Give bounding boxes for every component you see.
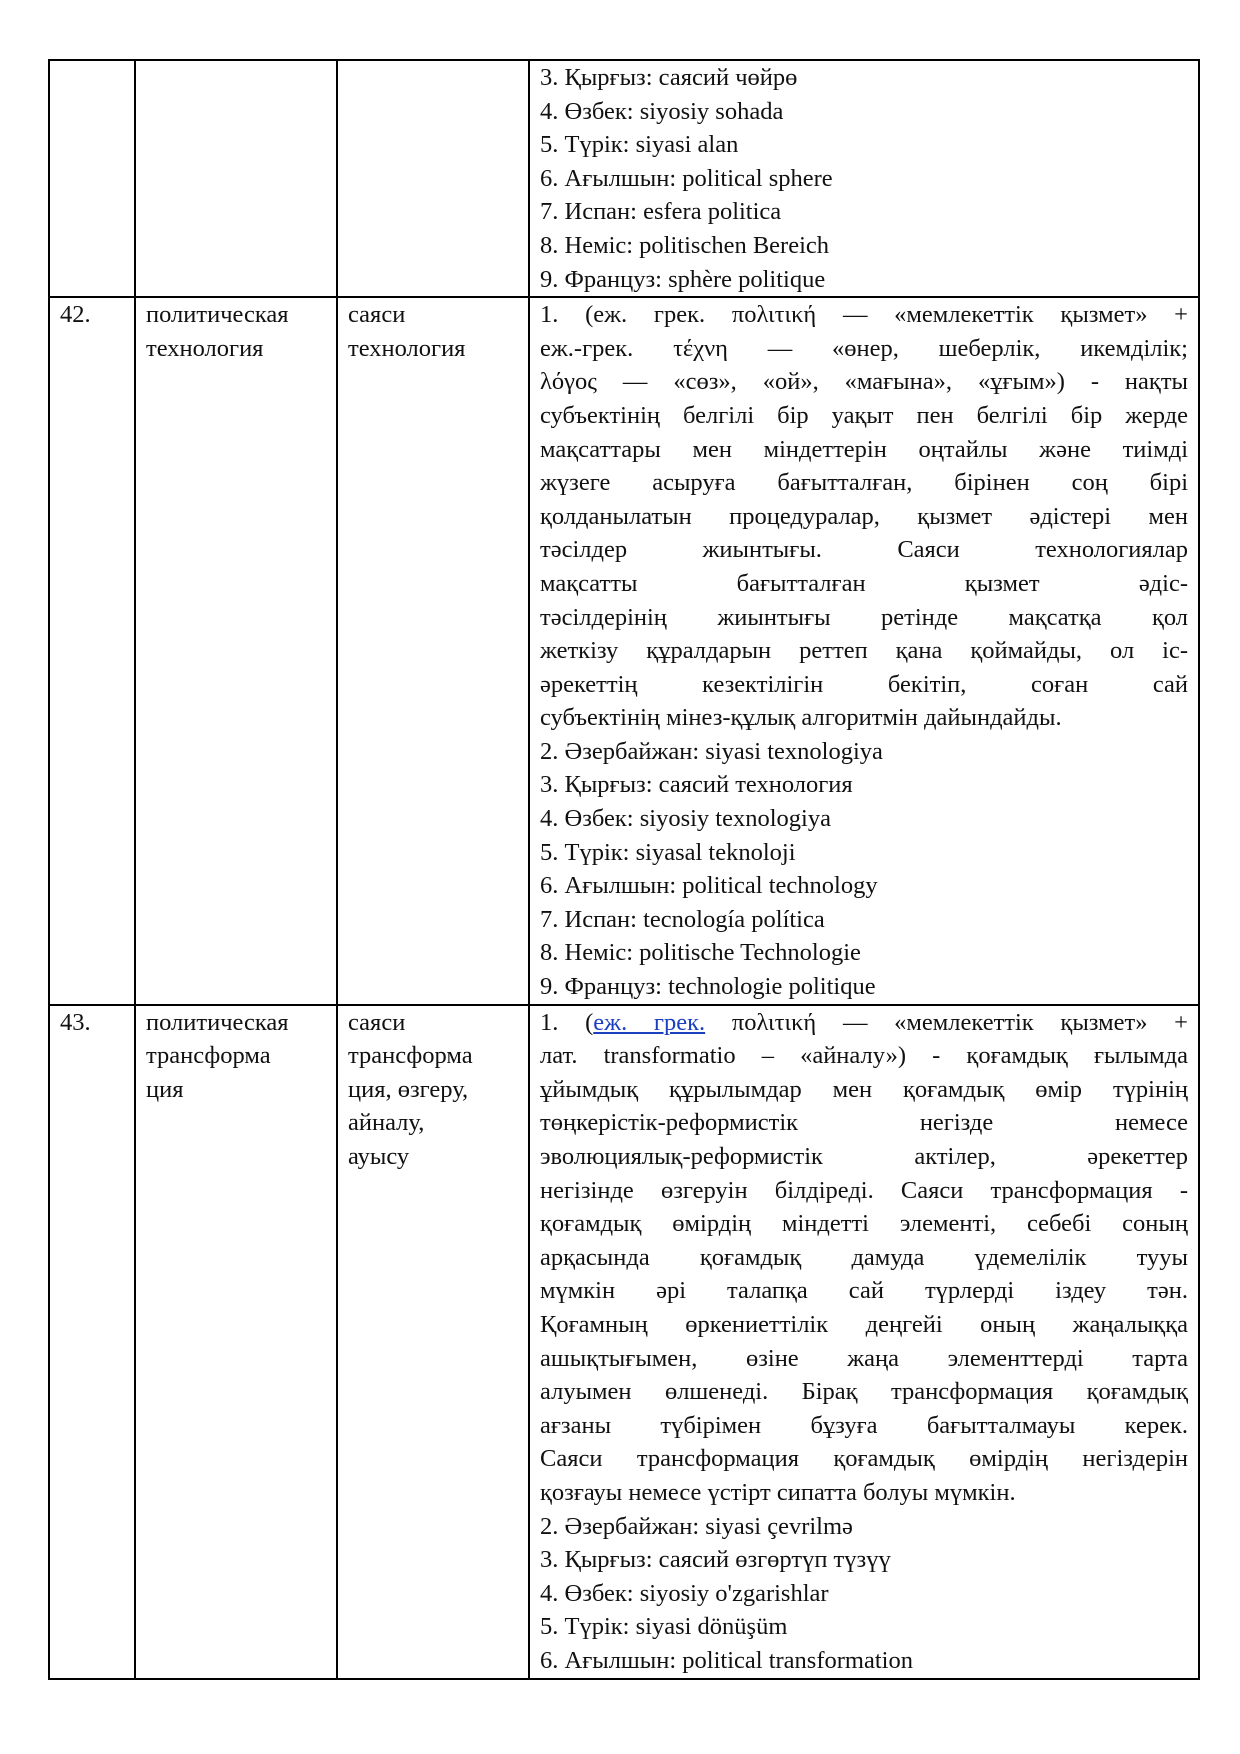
definition-line: тәсілдер жиынтығы. Саяси технологиялар <box>540 536 1188 564</box>
definition-cell <box>529 1005 1199 1679</box>
russian-term <box>135 60 337 297</box>
translation-line: 6. Ағылшын: political transformation <box>540 1646 913 1674</box>
entry-number: 43. <box>49 1005 135 1679</box>
translation-line: 2. Әзербайжан: siyasi texnologiya <box>540 737 883 765</box>
russian-term <box>135 297 337 1004</box>
definition-line: мүмкін әрі талапқа сай түрлерді іздеу тән. <box>540 1277 1188 1305</box>
translation-line: 4. Өзбек: siyosiy o'zgarishlar <box>540 1579 829 1607</box>
russian-term-line: ция <box>146 1075 184 1103</box>
entry-number <box>49 60 135 297</box>
translation-line: 8. Неміс: politische Technologie <box>540 939 861 967</box>
definition-line: ұйымдық құрылымдар мен қоғамдық өмір түрінің <box>540 1075 1188 1103</box>
definition-line: алуымен өлшенеді. Бірақ трансформация қоғамдық <box>540 1378 1188 1406</box>
definition-line: ағзаны түбірімен бұзуға бағытталмауы керек. <box>540 1411 1188 1439</box>
translation-line: 8. Неміс: politischen Bereich <box>540 231 829 259</box>
definition-line: арқасында қоғамдық дамуда үдемелілік тууы <box>540 1243 1188 1271</box>
kazakh-term <box>337 1005 529 1679</box>
definition-line: мақсатты бағытталған қызмет әдіс- <box>540 569 1188 597</box>
translation-line: 6. Ағылшын: political technology <box>540 872 878 900</box>
definition-line: төңкерістік-реформистік негізде немесе <box>540 1109 1188 1137</box>
greek-source-link[interactable]: еж. грек. <box>593 1008 706 1036</box>
table-row <box>49 1005 1199 1679</box>
translation-line: 5. Түрік: siyasal teknoloji <box>540 838 796 866</box>
definition-line: 1. (еж. грек. πολιτική — «мемлекеттік қызмет» + <box>540 301 1188 329</box>
russian-term-line: политическая <box>146 1008 289 1036</box>
definition-line: эволюциялық-реформистік актілер, әрекеттер <box>540 1143 1188 1170</box>
translation-line: 5. Түрік: siyasi dönüşüm <box>540 1613 788 1641</box>
kazakh-term-line: айналу, <box>348 1109 425 1137</box>
translation-line: 4. Өзбек: siyosiy texnologiya <box>540 805 831 833</box>
definition-line: жеткізу құралдарын реттеп қана қоймайды, ол іс- <box>540 637 1188 665</box>
definition-line: тәсілдерінің жиынтығы ретінде мақсатқа қол <box>540 603 1188 631</box>
kazakh-term-line: саяси <box>348 1008 406 1036</box>
translation-line: 9. Француз: sphère politique <box>540 265 826 293</box>
translation-line: 2. Әзербайжан: siyasi çevrilmə <box>540 1512 853 1540</box>
translation-line: 4. Өзбек: siyosiy sohada <box>540 97 784 125</box>
definition-line: жүзеге асыруға бағытталған, бірінен соң бірі <box>540 469 1188 497</box>
translation-line: 3. Қырғыз: саясий чөйрө <box>540 64 798 91</box>
translation-line: 3. Қырғыз: саясий өзгөртүп түзүү <box>540 1546 891 1574</box>
russian-term-line: политическая <box>146 301 289 329</box>
definition-line: негізінде өзгеруін білдіреді. Саяси трансформация - <box>540 1176 1188 1204</box>
definition-line: лат. transformatio – «айналу») - қоғамдық ғылымда <box>540 1042 1188 1070</box>
definition-line: Саяси трансформация қоғамдық өмірдің негіздерін <box>540 1445 1188 1473</box>
kazakh-term-line: саяси <box>348 301 406 329</box>
kazakh-term-line: ауысу <box>348 1143 410 1170</box>
definition-line: субъектінің белгілі бір уақыт пен белгілі бір жерде <box>540 401 1188 429</box>
russian-term-line: трансформа <box>146 1042 271 1070</box>
definition-line: еж.-грек. τέχνη — «өнер, шеберлік, икемділік; <box>540 334 1188 362</box>
definition-prefix: 1. ( <box>540 1008 594 1036</box>
definition-line: субъектінің мінез-құлық алгоритмін дайындайды. <box>540 704 1062 732</box>
definition-cell <box>529 297 1199 1004</box>
kazakh-term-line: ция, өзгеру, <box>348 1075 469 1103</box>
definition-line: қозғауы немесе үстірт сипатта болуы мүмкін. <box>540 1478 1016 1506</box>
kazakh-term-line: трансформа <box>348 1042 473 1070</box>
definition-first-rest: πολιτική — «мемлекеттік қызмет» + <box>705 1008 1188 1036</box>
translation-line: 9. Француз: technologie politique <box>540 973 876 1001</box>
translation-line: 7. Испан: esfera politica <box>540 198 782 226</box>
russian-term-line: технология <box>146 334 264 362</box>
definition-line: ашықтығымен, өзіне жаңа элементтерді тарта <box>540 1344 1188 1372</box>
definition-line: қоғамдық өмірдің міндетті элементі, себебі соның <box>540 1210 1188 1238</box>
translation-line: 3. Қырғыз: саясий технология <box>540 771 853 799</box>
definition-line: әрекеттің кезектілігін бекітіп, соған сай <box>540 670 1188 698</box>
translation-line: 7. Испан: tecnología política <box>540 905 825 933</box>
entry-number: 42. <box>49 297 135 1004</box>
translation-line: 5. Түрік: siyasi alan <box>540 131 739 159</box>
kazakh-term <box>337 297 529 1004</box>
definition-line: λόγος — «сөз», «ой», «мағына», «ұғым») - нақты <box>540 368 1188 396</box>
definition-cell <box>529 60 1199 297</box>
glossary-table <box>48 59 1200 1680</box>
russian-term <box>135 1005 337 1679</box>
definition-line: қолданылатын процедуралар, қызмет әдістері мен <box>540 502 1188 530</box>
translation-line: 6. Ағылшын: political sphere <box>540 164 833 192</box>
definition-line: мақсаттары мен міндеттерін оңтайлы және тиімді <box>540 435 1188 463</box>
table-row <box>49 297 1199 1004</box>
definition-line <box>540 1006 1188 1040</box>
definition-line: Қоғамның өркениеттілік деңгейі оның жаңалыққа <box>540 1310 1188 1338</box>
kazakh-term <box>337 60 529 297</box>
table-row <box>49 60 1199 297</box>
kazakh-term-line: технология <box>348 334 466 362</box>
